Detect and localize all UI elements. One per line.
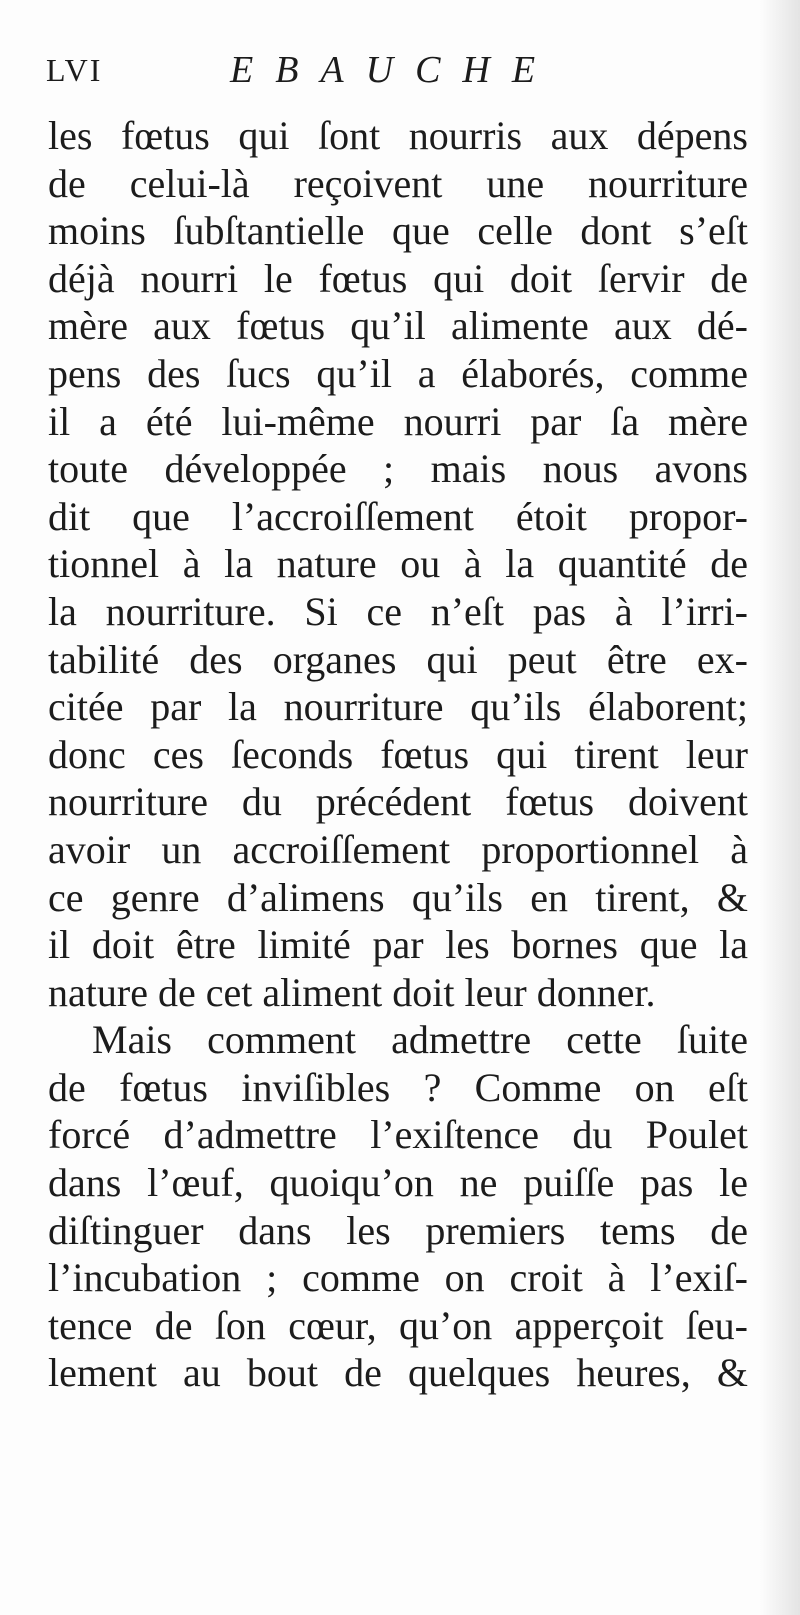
text-line: de celui-là reçoivent une nourriture (48, 160, 748, 206)
text-line: dit que l’accroiſſement étoit propor- (48, 493, 748, 539)
text-line: ce genre d’alimens qu’ils en tirent, & (48, 874, 748, 920)
text-line: donc ces ſeconds fœtus qui tirent leur (48, 731, 748, 777)
text-line: tence de ſon cœur, qu’on apperçoit ſeu- (48, 1302, 748, 1348)
text-line: les fœtus qui ſont nourris aux dépens (48, 113, 748, 158)
paragraph-start-line: Mais comment admettre cette ſuite (92, 1017, 748, 1063)
text-line: tionnel à la nature ou à la quantité de (48, 541, 748, 587)
running-title: EBAUCHE (230, 49, 558, 91)
text-line: de fœtus inviſibles ? Comme on eſt (48, 1064, 748, 1110)
page-number: LVI (46, 52, 103, 88)
paragraph-end-line: nature de cet aliment doit leur donner. (48, 969, 656, 1015)
text-line: il doit être limité par les bornes que la (48, 922, 748, 968)
text-line: dans l’œuf, quoiqu’on ne puiſſe pas le (48, 1160, 748, 1206)
text-line: il a été lui-même nourri par ſa mère (48, 398, 748, 444)
text-line: pens des ſucs qu’il a élaborés, comme (48, 350, 748, 396)
page-edge-shadow (760, 0, 800, 1615)
page-header (40, 48, 760, 98)
body-text (48, 112, 748, 1397)
text-line: forcé d’admettre l’exiſtence du Poulet (48, 1112, 748, 1158)
text-line: avoir un accroiſſement proportionnel à (48, 826, 748, 872)
text-line: moins ſubſtantielle que celle dont s’eſt (48, 208, 748, 254)
text-line: nourriture du précédent fœtus doivent (48, 779, 748, 825)
text-line: diſtinguer dans les premiers tems de (48, 1207, 748, 1253)
text-line: lement au bout de quelques heures, & (48, 1350, 748, 1396)
text-line: la nourriture. Si ce n’eſt pas à l’irri- (48, 588, 748, 634)
text-line: l’incubation ; comme on croit à l’exiſ- (48, 1255, 748, 1301)
text-line: citée par la nourriture qu’ils élaborent; (48, 684, 748, 730)
text-line: déjà nourri le fœtus qui doit ſervir de (48, 255, 748, 301)
text-line: tabilité des organes qui peut être ex- (48, 636, 748, 682)
text-line: mère aux fœtus qu’il alimente aux dé- (48, 303, 748, 349)
text-line: toute développée ; mais nous avons (48, 446, 748, 492)
